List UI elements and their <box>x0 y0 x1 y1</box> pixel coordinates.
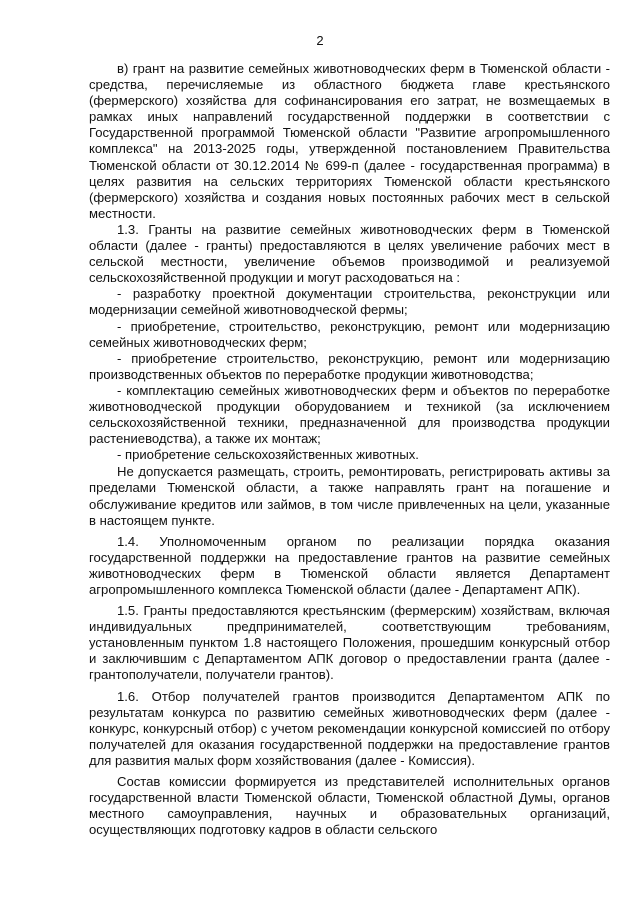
document-body <box>89 61 610 838</box>
paragraph-1-3: 1.3. Гранты на развитие семейных животноводческих ферм в Тюменской области (далее - гранты) предоставляются в целях увеличение рабочих мест в сельской местности, увеличение объемов производимой и реализуемой сельскохозяйственной продукции и могут расходоваться на : <box>89 221 610 286</box>
paragraph-grant-definition: в) грант на развитие семейных животноводческих ферм в Тюменской области - средства, перечисляемые из областного бюджета главе крестьянского (фермерского) хозяйства для софинансирования его затрат, не возмещаемых в рамках иных направлений государственной поддержки в соответствии с Государственной программой Тюменской области "Развитие агропромышленного комплекса" на 2013-2025 годы, утвержденной постановлением Правительства Тюменской области от 30.12.2014 № 699-п (далее - государственная программа) в целях развития на сельских территориях Тюменской области крестьянского (фермерского) хозяйства и создания новых постоянных рабочих мест в сельской местности. <box>89 61 610 221</box>
paragraph-restrictions: Не допускается размещать, строить, ремонтировать, регистрировать активы за пределами Тюменской области, а также направлять грант на погашение и обслуживание кредитов или займов, в том числе привлеченных на цели, указанные в настоящем пункте. <box>89 464 610 528</box>
list-item-processing-facilities: - приобретение строительство, реконструкцию, ремонт или модернизацию производственных объектов по переработке продукции животноводства; <box>89 350 610 382</box>
list-item-animals: - приобретение сельскохозяйственных животных. <box>117 447 419 463</box>
list-item-project-docs: - разработку проектной документации строительства, реконструкции или модернизации семейной животноводческой фермы; <box>89 286 610 318</box>
page-number: 2 <box>316 33 324 48</box>
list-item-farm-acquisition: - приобретение, строительство, реконструкцию, ремонт или модернизацию семейных животноводческих ферм; <box>89 318 610 350</box>
paragraph-commission: Состав комиссии формируется из представителей исполнительных органов государственной власти Тюменской области, Тюменской областной Думы, органов местного самоуправления, научных и образовательных организаций, осуществляющих подготовку кадров в области сельского <box>89 774 610 838</box>
paragraph-1-6: 1.6. Отбор получателей грантов производится Департаментом АПК по результатам конкурса по развитию семейных животноводческих ферм (далее - конкурс, конкурсный отбор) с учетом рекомендации конкурсной комиссией по отбору получателей для оказания государственной поддержки на предоставление грантов для развития малых форм хозяйствования (далее - Комиссия). <box>89 688 610 768</box>
paragraph-1-5: 1.5. Гранты предоставляются крестьянским (фермерским) хозяйствам, включая индивидуальных предпринимателей, соответствующим требованиям, установленным пунктом 1.8 настоящего Положения, прошедшим конкурсный отбор и заключившим с Департаментом АПК договор о предоставлении гранта (далее - грантополучатели, получатели грантов). <box>89 603 610 683</box>
paragraph-1-4: 1.4. Уполномоченным органом по реализации порядка оказания государственной поддержки на предоставление грантов на развитие семейных животноводческих ферм в Тюменской области является Департамент агропромышленного комплекса Тюменской области (далее - Департамент АПК). <box>89 533 610 597</box>
list-item-equipment: - комплектацию семейных животноводческих ферм и объектов по переработке животноводческой продукции оборудованием и техникой (за исключением сельскохозяйственной техники, предназначенной для производства продукции растениеводства), а также их монтаж; <box>89 382 610 447</box>
